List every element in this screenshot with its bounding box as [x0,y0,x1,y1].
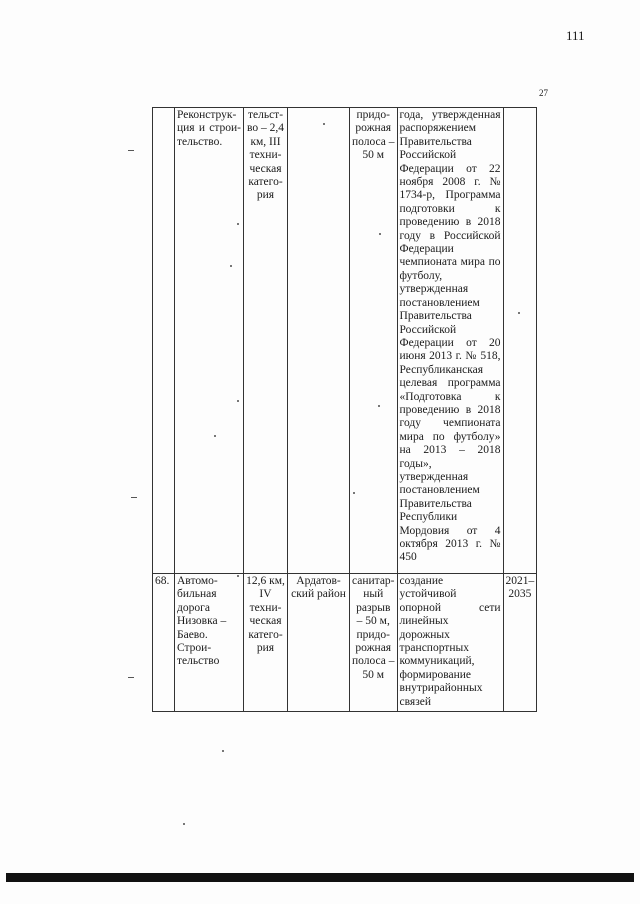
cell-number: 68. [153,574,175,712]
cell-period [503,108,537,574]
scan-mark [131,497,137,498]
scan-dot [323,123,325,125]
cell-zone: санитар-ный разрыв – 50 м, придо-рожная полоса – 50 м [350,574,398,712]
cell-object-name: Автомо-бильная дорога Низовка – Баево. Строи-тельство [175,574,244,712]
document-table [152,107,537,712]
scan-mark [128,677,134,678]
cell-basis: создание устойчивой опорной сети линейных дорожных транспортных коммуникаций, формирование внутрирайонных связей [397,574,503,712]
scan-dot [518,312,520,314]
scan-dot [237,575,239,577]
document-page-number: 27 [539,88,548,98]
scan-border-bar [6,873,634,882]
scan-dot [379,233,381,235]
cell-period: 2021– 2035 [503,574,537,712]
scan-mark [128,150,134,151]
scan-dot [222,750,224,752]
cell-location [288,108,350,574]
cell-location: Ардатов-ский район [288,574,350,712]
table-row [153,108,537,574]
scan-dot [183,823,185,825]
cell-parameters: тельст-во – 2,4 км, III техни-ческая катего-рия [244,108,288,574]
scan-dot [230,265,232,267]
cell-parameters: 12,6 км, IV техни-ческая катего-рия [244,574,288,712]
cell-basis: года, утвержденная распоряжением Правительства Российской Федерации от 22 ноября 2008 г. № 1734-р, Программа подготовки к проведению в 2018 году в Российской Федерации чемпионата мира по футболу, утвержденная постановлением Правительства Российской Федерации от 20 июня 2013 г. № 518, Республиканская целевая программа «Подготовка к проведению в 2018 году чемпионата мира по футболу» на 2013 – 2018 годы», утвержденная постановлением Правительства Республики Мордовия от 4 октября 2013 г. № 450 [397,108,503,574]
page-number: 111 [566,28,585,43]
scan-dot [237,223,239,225]
scan-dot [214,435,216,437]
cell-number [153,108,175,574]
table-row [153,574,537,712]
scan-dot [353,492,355,494]
scan-dot [378,405,380,407]
cell-object-name: Реконструк-ция и строи-тельство. [175,108,244,574]
scan-dot [237,400,239,402]
cell-zone: придо-рожная полоса – 50 м [350,108,398,574]
